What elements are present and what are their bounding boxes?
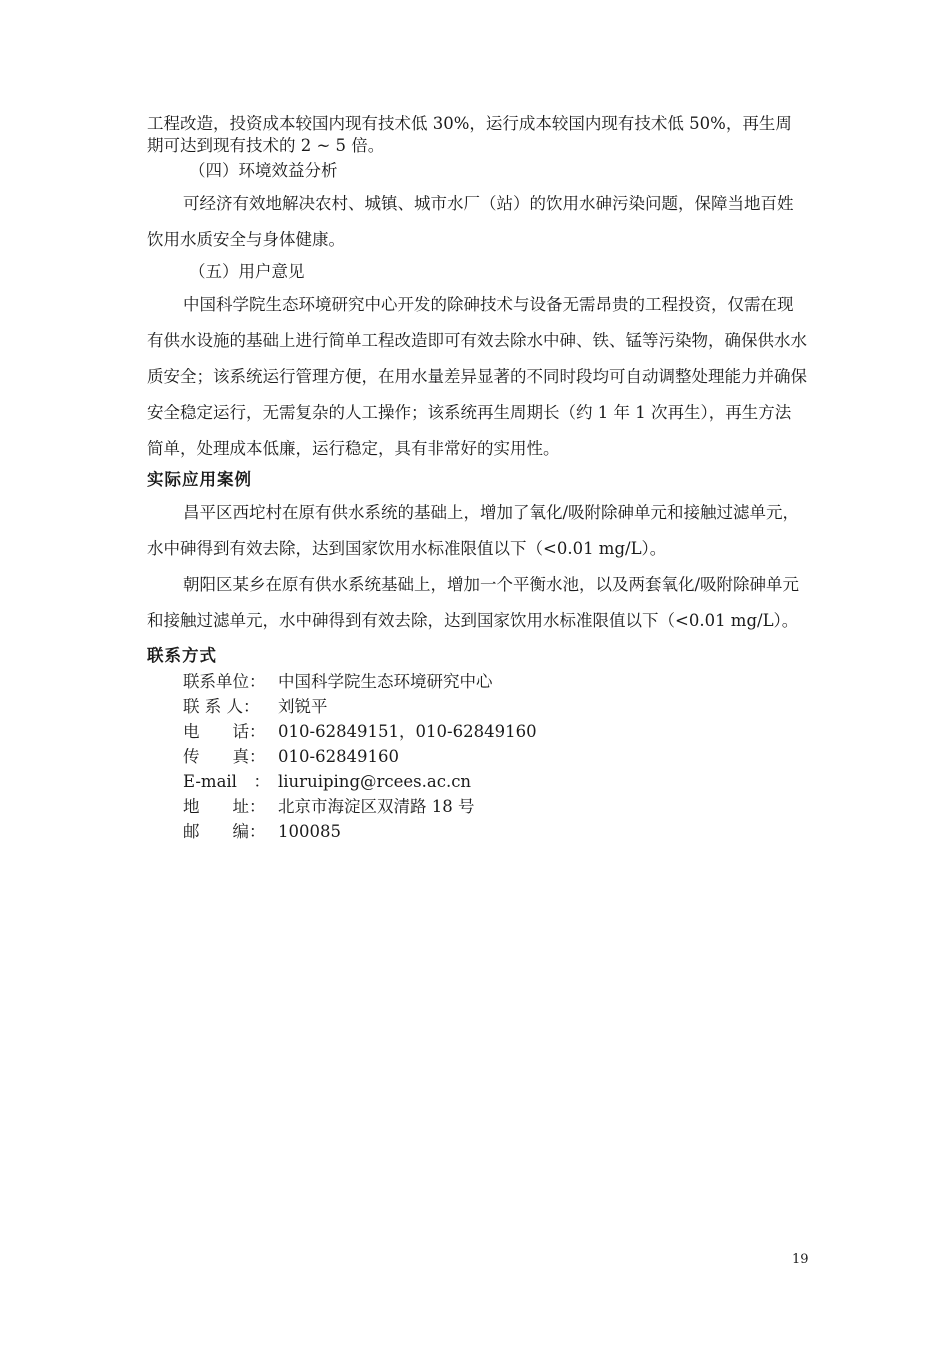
case-chaoyang: 朝阳区某乡在原有供水系统基础上，增加一个平衡水池，以及两套氧化/吸附除砷单元和接触过滤单元，水中砷得到有效去除，达到国家饮用水标准限值以下（<0.01 mg/L）。 [147,575,800,630]
contact-address-label: 地 址： [183,797,266,816]
case-changping: 昌平区西坨村在原有供水系统的基础上，增加了氧化/吸附除砷单元和接触过滤单元，水中砷得到有效去除，达到国家饮用水标准限值以下（<0.01 mg/L）。 [147,503,800,558]
contact-row-person [183,694,807,719]
paragraph-user-feedback: 中国科学院生态环境研究中心开发的除砷技术与设备无需昂贵的工程投资，仅需在现有供水设施的基础上进行简单工程改造即可有效去除水中砷、铁、锰等污染物，确保供水水质安全；该系统运行管理方便，在用水量差异显著的不同时段均可自动调整处理能力并确保安全稳定运行，无需复杂的人工操作；该系统再生周期长（约 1 年 1 次再生），再生方法简单，处理成本低廉，运行稳定，具有非常好的实用性。 [147,295,807,458]
contact-person-value: 刘锐平 [278,697,328,716]
section-heading-environment: （四）环境效益分析 [189,161,338,180]
contact-address-value: 北京市海淀区双清路 18 号 [278,797,475,816]
page-number: 19 [792,1252,809,1267]
contact-phone-value: 010-62849151，010-62849160 [278,722,537,741]
contact-heading: 联系方式 [147,646,217,665]
paragraph-cost: 工程改造，投资成本较国内现有技术低 30%，运行成本较国内现有技术低 50%，再生周期可达到现有技术的 2 ~ 5 倍。 [147,114,792,155]
contact-row-fax [183,744,807,769]
section-heading-user-feedback: （五）用户意见 [189,262,305,281]
contact-phone-label: 电 话： [183,722,266,741]
contact-email-label: E-mail ： [183,772,270,791]
contact-postcode-value: 100085 [278,822,341,841]
contact-block [147,669,807,844]
contact-unit-label: 联系单位： [183,672,266,691]
contact-fax-value: 010-62849160 [278,747,400,766]
contact-email-value: liuruiping@rcees.ac.cn [278,772,472,791]
paragraph-environment: 可经济有效地解决农村、城镇、城市水厂（站）的饮用水砷污染问题，保障当地百姓饮用水质安全与身体健康。 [147,194,794,249]
contact-postcode-label: 邮 编： [183,822,266,841]
contact-row-address [183,794,807,819]
contact-row-postcode [183,819,807,844]
page-content [147,113,807,844]
contact-unit-value: 中国科学院生态环境研究中心 [278,672,493,691]
contact-row-email [183,769,807,794]
contact-row-unit [183,669,807,694]
contact-fax-label: 传 真： [183,747,266,766]
cases-heading: 实际应用案例 [147,470,252,489]
contact-person-label: 联 系 人： [183,697,260,716]
contact-row-phone [183,719,807,744]
